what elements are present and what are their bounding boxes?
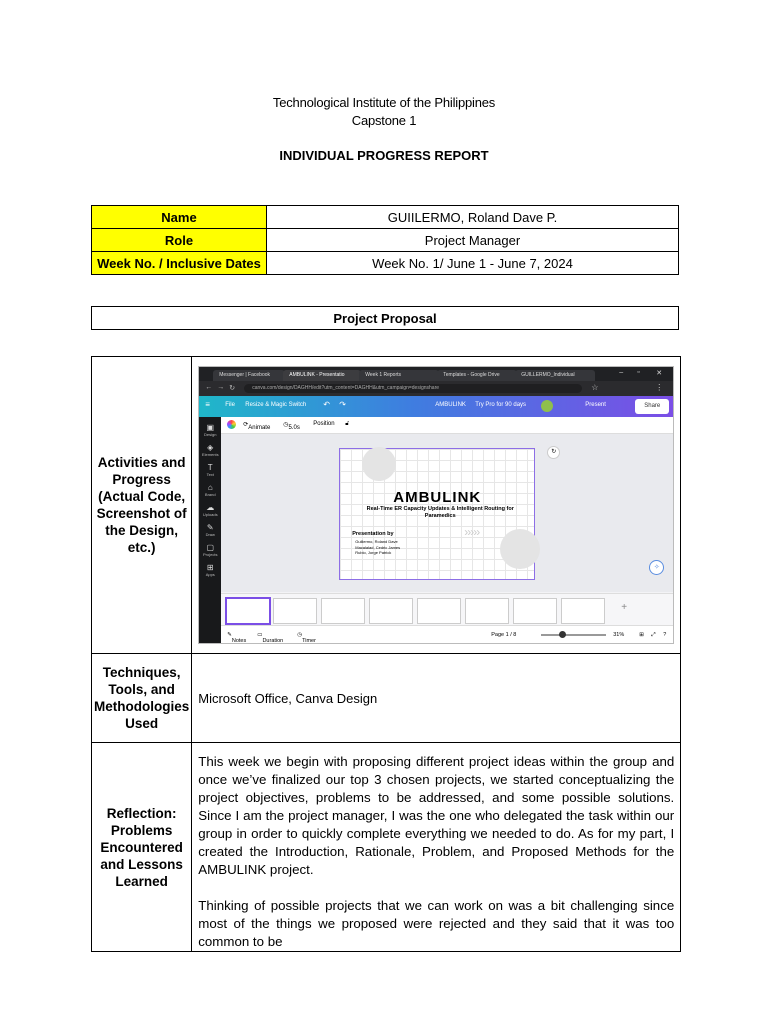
sidebar-item-text: T Text <box>206 463 214 477</box>
add-page-icon: + <box>621 602 628 613</box>
color-icon <box>227 420 236 429</box>
browser-tab: AMBULINK - Presentatio <box>283 370 361 381</box>
role-label: Role <box>92 229 267 252</box>
timing-button: ◷ 5.0s <box>283 422 300 431</box>
sidebar-item-apps: ⊞ Apps <box>205 563 215 577</box>
reflection-label: Reflection: Problems Encountered and Lessons Learned <box>92 743 192 952</box>
file-menu: File <box>225 402 235 408</box>
menu-icon: ⋮ <box>655 383 664 392</box>
table-row <box>92 252 679 275</box>
back-icon: ← <box>205 384 213 391</box>
reload-icon: ↻ <box>229 385 236 392</box>
timer-button: ◷ Timer <box>297 632 316 644</box>
page-thumbnail <box>561 598 605 624</box>
week-value: Week No. 1/ June 1 - June 7, 2024 <box>267 252 679 275</box>
page-thumbnail <box>321 598 365 624</box>
present-button: Present <box>585 402 606 408</box>
activities-label: Activities and Progress (Actual Code, Screenshot of the Design, etc.) <box>92 357 192 654</box>
document-name: AMBULINK <box>435 402 466 408</box>
decor-circle <box>362 447 396 481</box>
sidebar-item-draw: ✎ Draw <box>205 523 215 537</box>
browser-tab: Week 1 Reports <box>359 370 439 381</box>
sidebar-item-design: ▣ Design <box>204 423 217 437</box>
forward-icon: → <box>217 384 225 391</box>
assistant-icon: ✧ <box>649 560 664 575</box>
sidebar-item-uploads: ☁ Uploads <box>202 503 218 517</box>
page-thumbnail <box>465 598 509 624</box>
close-icon: ✕ <box>656 370 663 377</box>
browser-tab: Templates - Google Drive <box>437 370 517 381</box>
fullscreen-icon: ⤢ <box>651 632 656 638</box>
activities-cell <box>192 357 681 654</box>
techniques-label: Techniques, Tools, and Methodologies Used <box>92 654 192 743</box>
page-thumbnail <box>225 597 271 625</box>
try-pro-link: Try Pro for 90 days <box>475 402 527 408</box>
role-value: Project Manager <box>267 229 679 252</box>
page-thumbnail <box>417 598 461 624</box>
reflection-paragraph: This week we begin with proposing different project ideas within the group and once we’ve finalized our top 3 chosen projects, we started conceptualizing the project objectives, problems to be addressed, and some possible solutions. Since I am the project manager, I was the one who delegated the task within our group in order to quickly complete everything we needed to do. As for my part, I created the Introduction, Rationale, Problem, and Proposed Methods for the AMBULINK project. <box>198 754 675 877</box>
browser-tab: Messenger | Facebook <box>213 370 285 381</box>
reflection-paragraph: Thinking of possible projects that we can work on was a bit challenging since most of the things we proposed were rejected and they said that it was too common to be <box>198 898 675 949</box>
slide-title: AMBULINK <box>393 489 482 506</box>
name-label: Name <box>92 206 267 229</box>
table-row <box>92 743 681 952</box>
info-table <box>91 205 679 275</box>
editor-footer <box>221 625 673 644</box>
sidebar-item-projects: ▢ Projects <box>203 543 218 557</box>
table-row <box>92 206 679 229</box>
page-thumbnail <box>369 598 413 624</box>
institute-name: Technological Institute of the Philippines <box>272 95 496 110</box>
redo-icon: ↷ <box>339 400 346 409</box>
chevrons-icon: ››››› <box>464 525 480 539</box>
lock-icon: 🔓︎ <box>345 421 350 427</box>
course-name: Capstone 1 <box>351 113 417 128</box>
zoom-slider-knob <box>559 631 566 638</box>
refresh-icon: ↻ <box>547 446 560 459</box>
zoom-level: 31% <box>613 632 625 638</box>
editor-toolbar <box>221 417 673 434</box>
report-table <box>91 356 681 952</box>
sidebar-item-brand: ⌂ Brand <box>204 483 216 497</box>
share-button: Share <box>635 399 669 414</box>
table-row <box>92 654 681 743</box>
page-thumbnails <box>221 593 673 626</box>
canva-screenshot <box>198 366 674 644</box>
animate-button: ⟳ Animate <box>243 422 271 431</box>
star-icon: ☆ <box>591 383 599 392</box>
name-value: GUIILERMO, Roland Dave P. <box>267 206 679 229</box>
page-indicator: Page 1 / 8 <box>491 632 517 638</box>
page-thumbnail <box>513 598 557 624</box>
zoom-slider <box>541 634 606 636</box>
week-label: Week No. / Inclusive Dates <box>92 252 267 275</box>
table-row <box>92 357 681 654</box>
presenter-names: Guillermo, Roland Dave Macalalad, Cedric James Rubio, Jorge Patrick <box>355 539 401 555</box>
page-thumbnail <box>273 598 317 624</box>
minimize-icon: – <box>619 369 624 376</box>
maximize-icon: ▫ <box>637 369 640 376</box>
canva-menu-bar <box>199 396 673 417</box>
browser-tab-bar <box>199 367 673 381</box>
position-button: Position <box>313 421 335 427</box>
help-icon: ? <box>663 632 667 638</box>
address-bar <box>199 381 673 396</box>
grid-view-icon: ⊞ <box>639 632 644 638</box>
table-row <box>92 229 679 252</box>
resize-menu: Resize & Magic Switch <box>245 402 307 408</box>
undo-icon: ↶ <box>323 400 330 409</box>
decor-circle <box>500 529 540 569</box>
slide-subtitle: Real-Time ER Capacity Updates & Intelligent Routing for Paramedics <box>366 506 514 519</box>
techniques-value: Microsoft Office, Canva Design <box>192 654 681 743</box>
hamburger-icon: ≡ <box>205 400 210 409</box>
editor-canvas <box>221 434 673 592</box>
notes-button: ✎ Notes <box>227 632 247 644</box>
section-title: Project Proposal <box>92 307 679 330</box>
report-title: INDIVIDUAL PROGRESS REPORT <box>279 148 489 163</box>
section-title-table <box>91 306 679 330</box>
avatar <box>541 400 553 412</box>
sidebar-item-elements: ◈ Elements <box>201 443 219 457</box>
browser-tab: GUILLERMO_Individual <box>515 370 595 381</box>
presented-by: Presentation by <box>352 531 394 537</box>
canva-sidebar <box>199 417 221 643</box>
reflection-text <box>192 743 681 952</box>
duration-button: ▭ Duration <box>257 632 284 644</box>
url-field: canva.com/design/DAGHH/edit?utm_content=DAGHH&utm_campaign=designshare <box>244 384 582 393</box>
slide-preview <box>339 448 535 580</box>
